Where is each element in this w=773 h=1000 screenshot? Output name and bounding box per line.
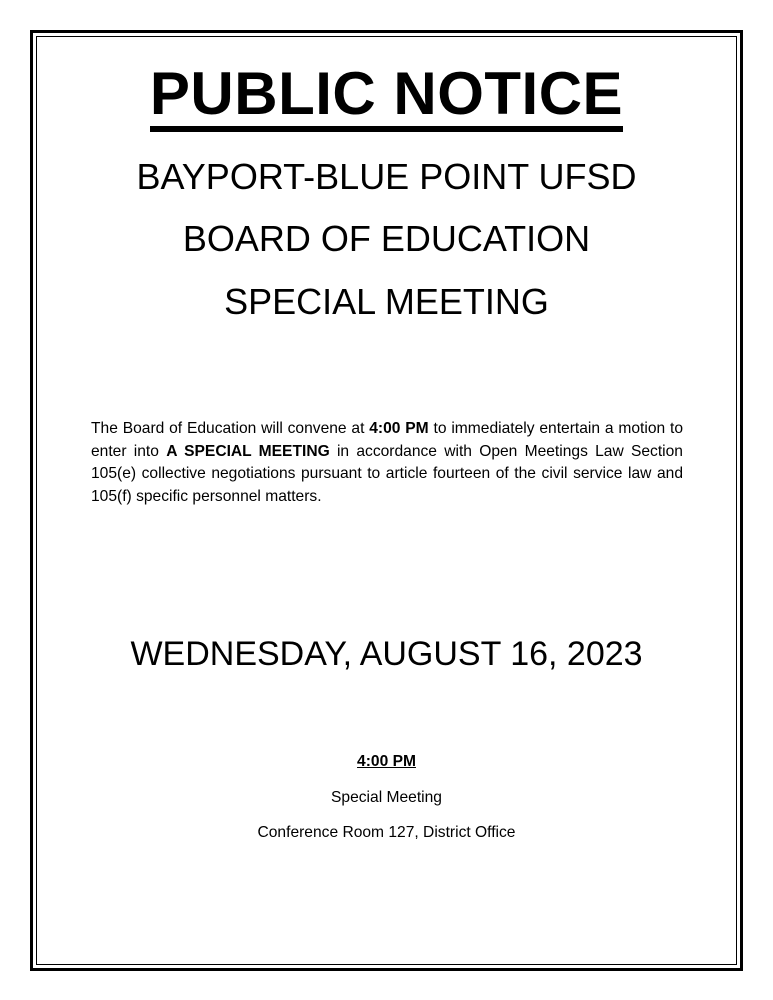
meeting-type: Special Meeting bbox=[331, 789, 442, 806]
body-time-bold: 4:00 PM bbox=[369, 420, 429, 437]
meeting-date: WEDNESDAY, AUGUST 16, 2023 bbox=[130, 635, 643, 673]
notice-title bbox=[0, 62, 773, 132]
notice-title-text: PUBLIC NOTICE bbox=[150, 62, 623, 132]
notice-body-paragraph bbox=[91, 418, 683, 508]
board-heading: BOARD OF EDUCATION bbox=[182, 218, 591, 259]
meeting-location: Conference Room 127, District Office bbox=[257, 824, 516, 841]
meeting-heading: SPECIAL MEETING bbox=[224, 281, 549, 322]
meeting-time bbox=[0, 751, 773, 773]
meeting-time-text: 4:00 PM bbox=[357, 753, 416, 770]
body-text-part1: The Board of Education will convene at bbox=[91, 420, 370, 437]
body-text-part3: in accordance with Open Meetings Law Section 105(e) collective negotiations pursuant to article fourteen of the civil service law and 105(f) specific personnel matters. bbox=[91, 442, 683, 505]
body-special-meeting-bold: A SPECIAL MEETING bbox=[166, 442, 330, 460]
body-text-part2: to immediately entertain a motion to enter into bbox=[91, 420, 684, 460]
district-heading: BAYPORT-BLUE POINT UFSD bbox=[136, 156, 637, 197]
